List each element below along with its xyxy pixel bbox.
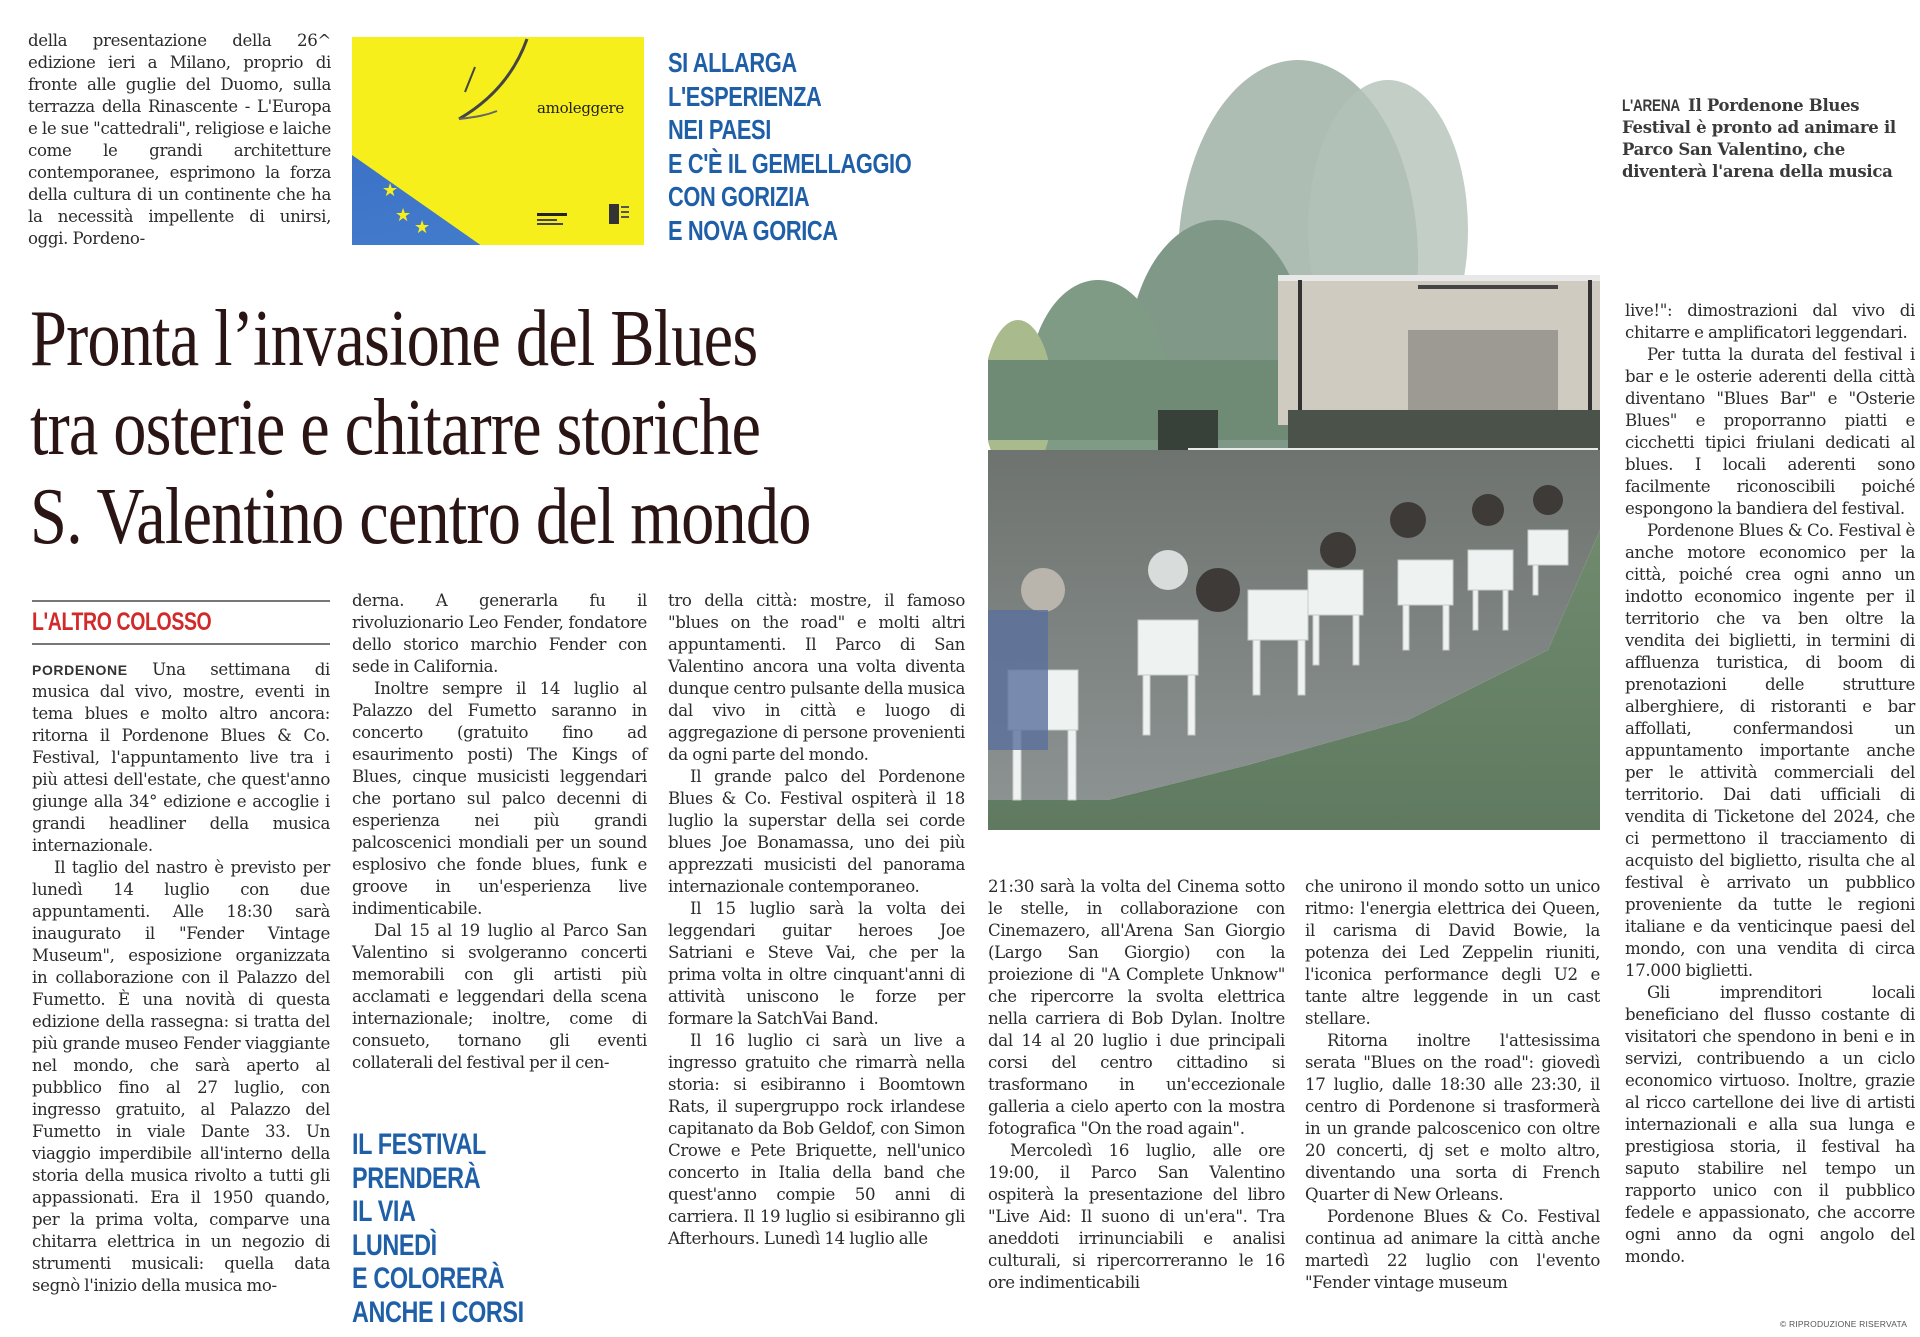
concert-photo [988,30,1600,830]
pull-quote-line: IL VIA [352,1195,416,1228]
article-paragraph: Per tutta la durata del festival i bar e le osterie aderenti della città diventano "Blues Bar" e "Osterie Blues" e proporranno piatti e cicchetti tipici friulani dedicati al blues. I locali aderenti sono facilmente riconoscibili poiché espongono la bandiera del festival. [1625,345,1915,518]
headline-line: Pronta l’invasione del Blues [30,295,758,383]
caption-tag: L'ARENA [1622,97,1680,115]
article-column-1 [32,659,330,1297]
article-column-2 [352,590,647,1074]
article-column-5 [1305,876,1600,1294]
brush-stroke-icon [447,37,547,127]
star-icon: ★ [395,205,412,226]
eu-flag-graphic [352,127,525,245]
article-paragraph [32,659,330,857]
article-column-3 [668,590,965,1250]
caption-text: Il Pordenone Blues Festival è pronto ad animare il Parco San Valentino, che diventerà l'arena della musica [1622,96,1896,181]
star-icon: ★ [414,217,431,238]
main-headline [30,295,980,562]
headline-line: S. Valentino centro del mondo [30,473,811,561]
pull-quote [352,1128,572,1329]
article-paragraph: Pordenone Blues & Co. Festival continua ad animare la città anche martedì 22 luglio con l'evento "Fender vintage museum [1305,1207,1600,1292]
crest-icon [607,202,629,228]
star-icon: ★ [382,180,399,201]
article-paragraph: Il taglio del nastro è previsto per lunedì 14 luglio con due appuntamenti. Alle 18:30 sarà inaugurato il "Fender Vintage Museum", esposizione organizzata in collaborazione con il Palazzo del Fumetto. È una novità di questa edizione della rassegna: si tratta del più grande museo Fender viaggiante nel mondo, che sarà aperto al pubblico fino al 27 luglio, con ingresso gratuito, al Palazzo del Fumetto in viale Dante 33. Un viaggio imperdibile all'interno della storia della musica rivolto a tutti gli appassionati. Era il 1950 quando, per la prima volta, comparve una chitarra elettrica in un negozio di strumenti musicali: quella data segnò l'inizio della musica mo- [32,858,330,1295]
article-paragraph: Il 15 luglio sarà la volta dei leggendari guitar heroes Joe Satriani e Steve Vai, che per la prima volta in oltre cinquant'anni di attività uniscono le forze per formare la SatchVai Band. [668,899,965,1028]
article-paragraph: Ritorna inoltre l'attesissima serata "Blues on the road": giovedì 17 luglio, dalle 18:30 alle 23:30, il centro di Pordenone si trasformerà in un grande palcoscenico con oltre 20 concerti, dj set e molto altro, diventando una sorta di French Quarter di New Orleans. [1305,1031,1600,1204]
article-paragraph: Gli imprenditori locali beneficiano del flusso costante di visitatori che spendono in beni e in servizi, contribuendo a un ciclo economico virtuoso. Inoltre, grazie al ricco cartellone dei live di artisti internazionali e alla sua lunga e prestigiosa storia, il festival ha saputo stabilire nel tempo un rapporto unico con il pubblico fedele e appassionato, che accorre ogni anno da ogni angolo del mondo. [1625,983,1915,1266]
article-paragraph: Inoltre sempre il 14 luglio al Palazzo del Fumetto saranno in concerto (gratuito fino ad esaurimento posti) The Kings of Blues, cinque musicisti leggendari che portano sul palco decenni di esperienza nei più grandi palcoscenici mondiali per un sound esplosivo che fonde blues, funk e groove in un'esperienza live indimenticabile. [352,679,647,918]
side-headline-line: E NOVA GORICA [668,214,838,246]
article-paragraph: tro della città: mostre, il famoso "blues on the road" e molti altri appuntamenti. Il Parco di San Valentino ancora una volta diventa dunque centro pulsante della musica dal vivo in città e luogo di aggregazione di persone provenienti da ogni parte del mondo. [668,591,965,764]
side-headline-line: CON GORIZIA [668,181,810,212]
article-paragraph: Il 16 luglio ci sarà un live a ingresso gratuito che rimarrà nella storia: si esibiranno i Boomtown Rats, il supergruppo rock irlandese capitanato da Bob Geldof, con Simon Crowe e Pete Briquette, nell'unico concerto in Italia della band che quest'anno compie 50 anni di carriera. Il 19 luglio si esibiranno gli Afterhours. Lunedì 14 luglio alle [668,1031,965,1248]
side-headline-line: L'ESPERIENZA [668,80,822,112]
intro-column [28,30,331,250]
kicker-label: L'ALTRO COLOSSO [32,608,212,636]
pull-quote-line: PRENDERÀ [352,1161,481,1195]
side-headline-line: E C'È IL GEMELLAGGIO [668,147,912,179]
partner-logo-icon [537,205,567,227]
pull-quote-line: ANCHE I CORSI [352,1295,524,1329]
copyright-notice: © RIPRODUZIONE RISERVATA [1780,1319,1908,1329]
article-paragraph: live!": dimostrazioni dal vivo di chitarre e amplificatori leggendari. [1625,301,1915,342]
side-headline [668,46,980,247]
pull-quote-line: E COLORERÀ [352,1262,505,1295]
amoleggere-logo-box [352,37,644,245]
side-headline-line: SI ALLARGA [668,47,797,78]
headline-line: tra osterie e chitarre storiche [30,384,761,472]
article-paragraph: derna. A generarla fu il rivoluzionario Leo Fender, fondatore dello storico marchio Fender con sede in California. [352,591,647,676]
paragraph-text: Una settimana di musica dal vivo, mostre, eventi in tema blues e molto altro ancora: ritorna il Pordenone Blues & Co. Festival, l'appuntamento live tra i più attesi dell'estate, che quest'anno giunge alla 34° edizione e accoglie i grandi headliner della musica internazionale. [32,660,330,855]
article-paragraph: 21:30 sarà la volta del Cinema sotto le stelle, in collaborazione con Cinemazero, all'Arena San Giorgio (Largo San Giorgio) con la proiezione di "A Complete Unknow" che ripercorre la svolta elettrica nella carriera di Bob Dylan. Inoltre dal 14 al 20 luglio i due principali corsi del centro cittadino si trasformano in un'eccezionale galleria a cielo aperto con la mostra fotografica "On the road again". [988,877,1285,1138]
divider [32,600,330,602]
article-column-4 [988,876,1285,1294]
pull-quote-line: IL FESTIVAL [352,1128,486,1161]
section-kicker [32,605,262,639]
divider [32,643,330,645]
pull-quote-line: LUNEDÌ [352,1228,437,1262]
article-paragraph: Pordenone Blues & Co. Festival è anche motore economico per la città, poiché crea ogni anno un indotto economico ingente per il territorio che va ben oltre la vendita dei biglietti, in termini di affluenza turistica, di boom di prenotazioni delle strutture alberghiere, di ristoranti e bar affollati, confermandosi un appuntamento importante anche per le attività commerciali del territorio. Dai dati ufficiali di vendita di Ticketone del 2024, che ci permettono il tracciamento di acquisto del biglietto, risulta che al festival è arrivato un pubblico proveniente da tutte le regioni italiane e da venticinque paesi del mondo, con una vendita di circa 17.000 biglietti. [1625,521,1915,980]
intro-paragraph: della presentazione della 26^ edizione ieri a Milano, proprio di fronte alle guglie del Duomo, sulla terrazza della Rinascente - L'Europa e le sue "cattedrali", religiose e laiche come le grandi architetture contemporanee, esprimono la forza della cultura di un continente che ha la necessità impellente di unirsi, oggi. Pordeno- [28,31,331,248]
dateline: PORDENONE [32,662,128,678]
article-paragraph: Il grande palco del Pordenone Blues & Co. Festival ospiterà il 18 luglio la superstar della sei corde blues Joe Bonamassa, uno dei più apprezzati musicisti del panorama internazionale contemporaneo. [668,767,965,896]
article-paragraph: che unirono il mondo sotto un unico ritmo: l'energia elettrica dei Queen, il carisma di David Bowie, la potenza dei Led Zeppelin riuniti, l'iconica performance degli U2 e tante altre leggende in un cast stellare. [1305,877,1600,1028]
article-paragraph: Dal 15 al 19 luglio al Parco San Valentino si svolgeranno concerti memorabili con gli artisti più acclamati e leggendari della scena internazionale; inoltre, come di consueto, tornano gli eventi collaterali del festival per il cen- [352,921,647,1072]
article-column-6 [1625,300,1915,1268]
brand-name: amoleggere [537,99,625,117]
star-icon: ★ [370,152,387,173]
photo-caption [1622,95,1912,183]
side-headline-line: NEI PAESI [668,114,771,145]
article-paragraph: Mercoledì 16 luglio, alle ore 19:00, il Parco San Valentino ospiterà la presentazione del libro "Live Aid: Il suono di un'era". Tra aneddoti irrinunciabili e analisi culturali, si ripercorreranno le 16 ore indimenticabili [988,1141,1285,1292]
